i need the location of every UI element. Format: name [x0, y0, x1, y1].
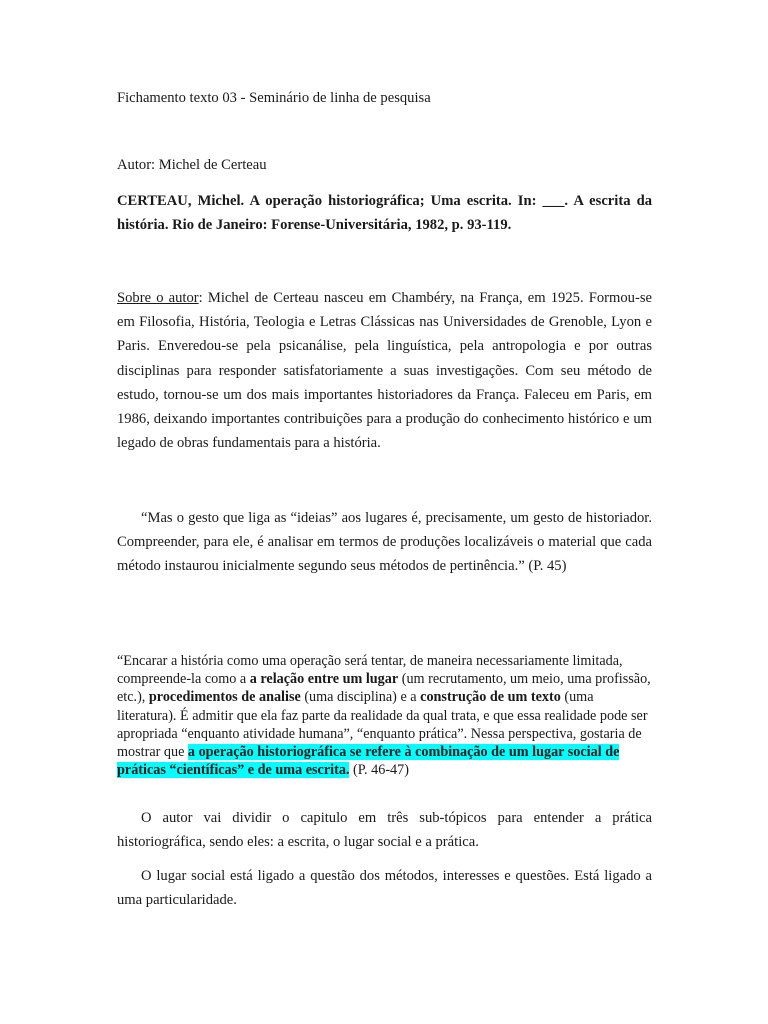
quote-2-part-3: (uma disciplina) e a — [300, 689, 421, 706]
paragraph-subtopics: O autor vai dividir o capitulo em três sub-tópicos para entender a prática historiográfica, sendo eles: a escrita, o lugar social e a prática. — [117, 810, 652, 851]
about-author-label: Sobre o autor — [117, 290, 199, 306]
quote-2-part-5: (P. 46-47) — [349, 762, 409, 779]
quote-2-part-4: (uma literatura). É admitir que ela faz parte da realidade da qual trata, e que essa realidade pode ser apropriada “enquanto atividade humana”, “enquanto prática”. Nessa perspectiva, gostaria de mostrar que — [117, 689, 648, 761]
about-author-text: : Michel de Certeau nasceu em Chambéry, na França, em 1925. Formou-se em Filosofia, História, Teologia e Letras Clássicas nas Universidades de Grenoble, Lyon e Paris. Enveredou-se pela psicanálise, pela linguística, pela antropologia e por outras disciplinas para responder satisfatoriamente a suas investigações. Com seu método de estudo, tornou-se um dos mais importantes historiadores da França. Faleceu em Paris, em 1986, deixando importantes contribuições para a produção do conhecimento histórico e um legado de obras fundamentais para a história. — [117, 290, 652, 452]
quote-1: “Mas o gesto que liga as “ideias” aos lugares é, precisamente, um gesto de historiador. Compreender, para ele, é analisar em termos de produções localizáveis o material que cada método instaurou inicialmente segundo seus métodos de pertinência.” (P. 45) — [117, 510, 652, 575]
quote-2-part-1: “Encarar a história como uma operação será tentar, de maneira necessariamente limitada, compreende-la como a — [117, 653, 623, 688]
about-author-paragraph — [117, 286, 652, 455]
quote-2-bold-construcao: construção de um texto — [420, 689, 561, 706]
quote-2-part-2: (um recrutamento, um meio, uma profissão, etc.), — [117, 671, 651, 706]
quote-2-bold-lugar: a relação entre um lugar — [249, 671, 399, 688]
paragraph-lugar-social: O lugar social está ligado a questão dos métodos, interesses e questões. Está ligado a uma particularidade. — [117, 868, 652, 909]
quote-2 — [117, 652, 652, 779]
author-line: Autor: Michel de Certeau — [117, 157, 267, 173]
quote-2-bold-procedimentos: procedimentos de analise — [148, 689, 301, 706]
document-title: Fichamento texto 03 - Seminário de linha de pesquisa — [117, 90, 431, 106]
quote-2-highlight: a operação historiográfica se refere à combinação de um lugar social de práticas “científicas” e de uma escrita. — [117, 744, 620, 779]
bibliographic-reference: CERTEAU, Michel. A operação historiográfica; Uma escrita. In: ___. A escrita da história. Rio de Janeiro: Forense-Universitária, 1982, p. 93-119. — [117, 193, 652, 234]
